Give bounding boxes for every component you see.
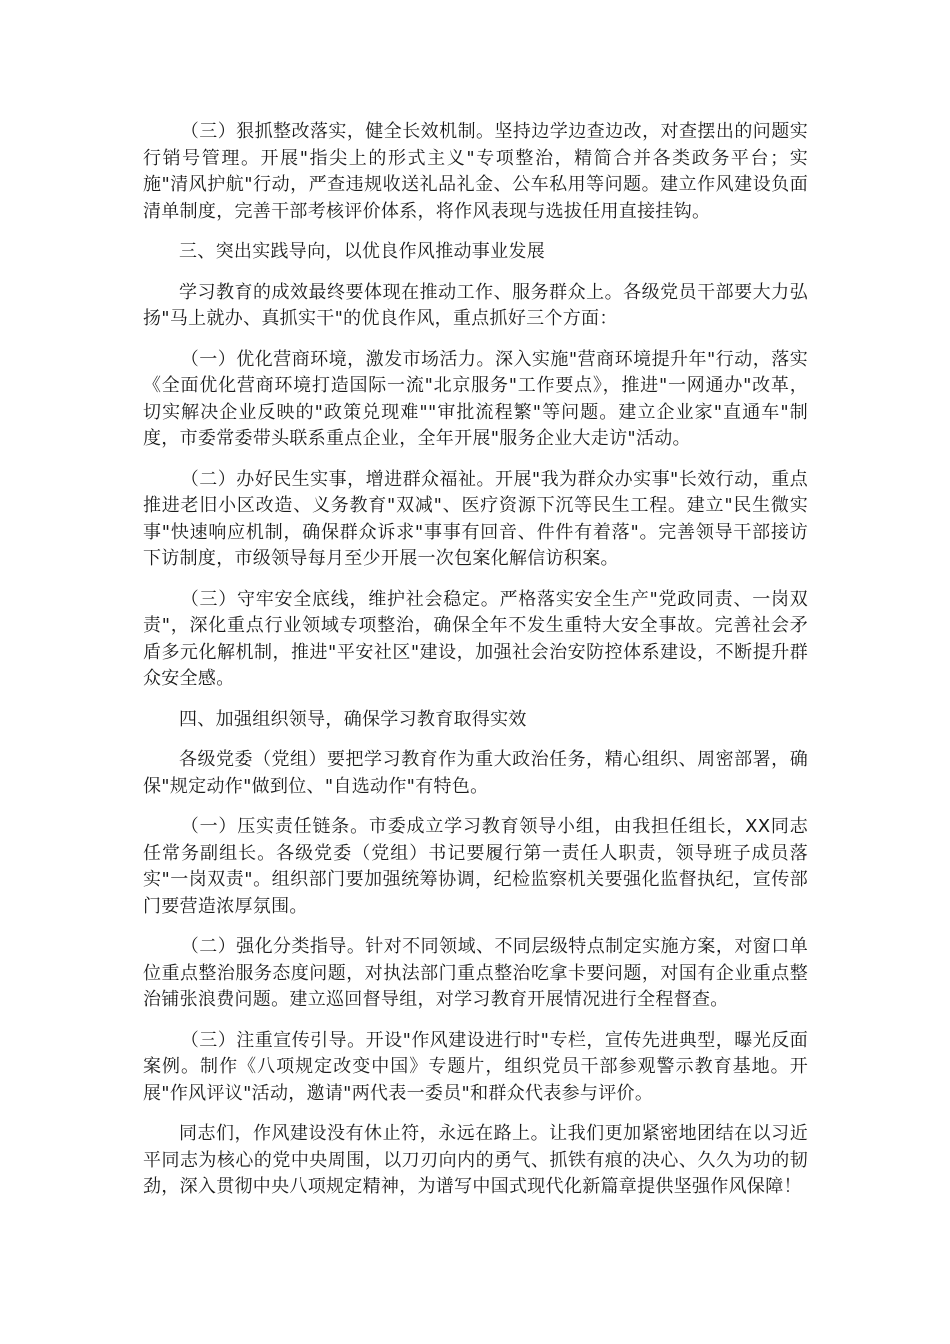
paragraph-livelihood: （二）办好民生实事，增进群众福祉。开展"我为群众办实事"长效行动，重点推进老旧小区改造、义务教育"双减"、医疗资源下沉等民生工程。建立"民生微实事"快速响应机制，确保群众诉求"事事有回音、件件有着落"。完善领导干部接访下访制度，市级领导每月至少开展一次包案化解信访积案。 (143, 468, 808, 569)
paragraph-rectify-mechanism: （三）狠抓整改落实，健全长效机制。坚持边学边查边改，对查摆出的问题实行销号管理。开展"指尖上的形式主义"专项整治，精简合并各类政务平台；实施"清风护航"行动，严查违规收送礼品礼金、公车私用等问题。建立作风建设负面清单制度，完善干部考核评价体系，将作风表现与选拔任用直接挂钩。 (143, 121, 808, 222)
section-heading-practice: 三、突出实践导向，以优良作风推动事业发展 (179, 241, 545, 262)
paragraph-business-environment: （一）优化营商环境，激发市场活力。深入实施"营商环境提升年"行动，落实《全面优化营商环境打造国际一流"北京服务"工作要点》，推进"一网通办"改革，切实解决企业反映的"政策兑现难""审批流程繁"等问题。建立企业家"直通车"制度，市委常委带头联系重点企业，全年开展"服务企业大走访"活动。 (143, 348, 808, 449)
paragraph-leadership-intro: 各级党委（党组）要把学习教育作为重大政治任务，精心组织、周密部署，确保"规定动作"做到位、"自选动作"有特色。 (143, 749, 808, 797)
paragraph-safety: （三）守牢安全底线，维护社会稳定。严格落实安全生产"党政同责、一岗双责"，深化重点行业领域专项整治，确保全年不发生重特大安全事故。完善社会矛盾多元化解机制，推进"平安社区"建设，加强社会治安防控体系建设，不断提升群众安全感。 (143, 588, 808, 689)
section-heading-leadership: 四、加强组织领导，确保学习教育取得实效 (179, 708, 527, 730)
paragraph-publicity: （三）注重宣传引导。开设"作风建设进行时"专栏，宣传先进典型，曝光反面案例。制作《八项规定改变中国》专题片，组织党员干部参观警示教育基地。开展"作风评议"活动，邀请"两代表一委员"和群众代表参与评价。 (143, 1029, 808, 1104)
paragraph-guidance: （二）强化分类指导。针对不同领域、不同层级特点制定实施方案，对窗口单位重点整治服务态度问题，对执法部门重点整治吃拿卡要问题，对国有企业重点整治铺张浪费问题。建立巡回督导组，对学习教育开展情况进行全程督查。 (143, 936, 808, 1010)
paragraph-practice-intro: 学习教育的成效最终要体现在推动工作、服务群众上。各级党员干部要大力弘扬"马上就办、真抓实干"的优良作风，重点抓好三个方面： (143, 281, 808, 329)
paragraph-closing: 同志们，作风建设没有休止符，永远在路上。让我们更加紧密地团结在以习近平同志为核心的党中央周围，以刀刃向内的勇气、抓铁有痕的决心、久久为功的韧劲，深入贯彻中央八项规定精神，为谱写中国式现代化新篇章提供坚强作风保障！ (143, 1123, 808, 1197)
document-page (143, 119, 808, 1215)
paragraph-responsibility: （一）压实责任链条。市委成立学习教育领导小组，由我担任组长，XX同志任常务副组长。各级党委（党组）书记要履行第一责任人职责，领导班子成员落实"一岗双责"。组织部门要加强统筹协调，纪检监察机关要强化监督执纪，宣传部门要营造浓厚氛围。 (143, 816, 808, 917)
